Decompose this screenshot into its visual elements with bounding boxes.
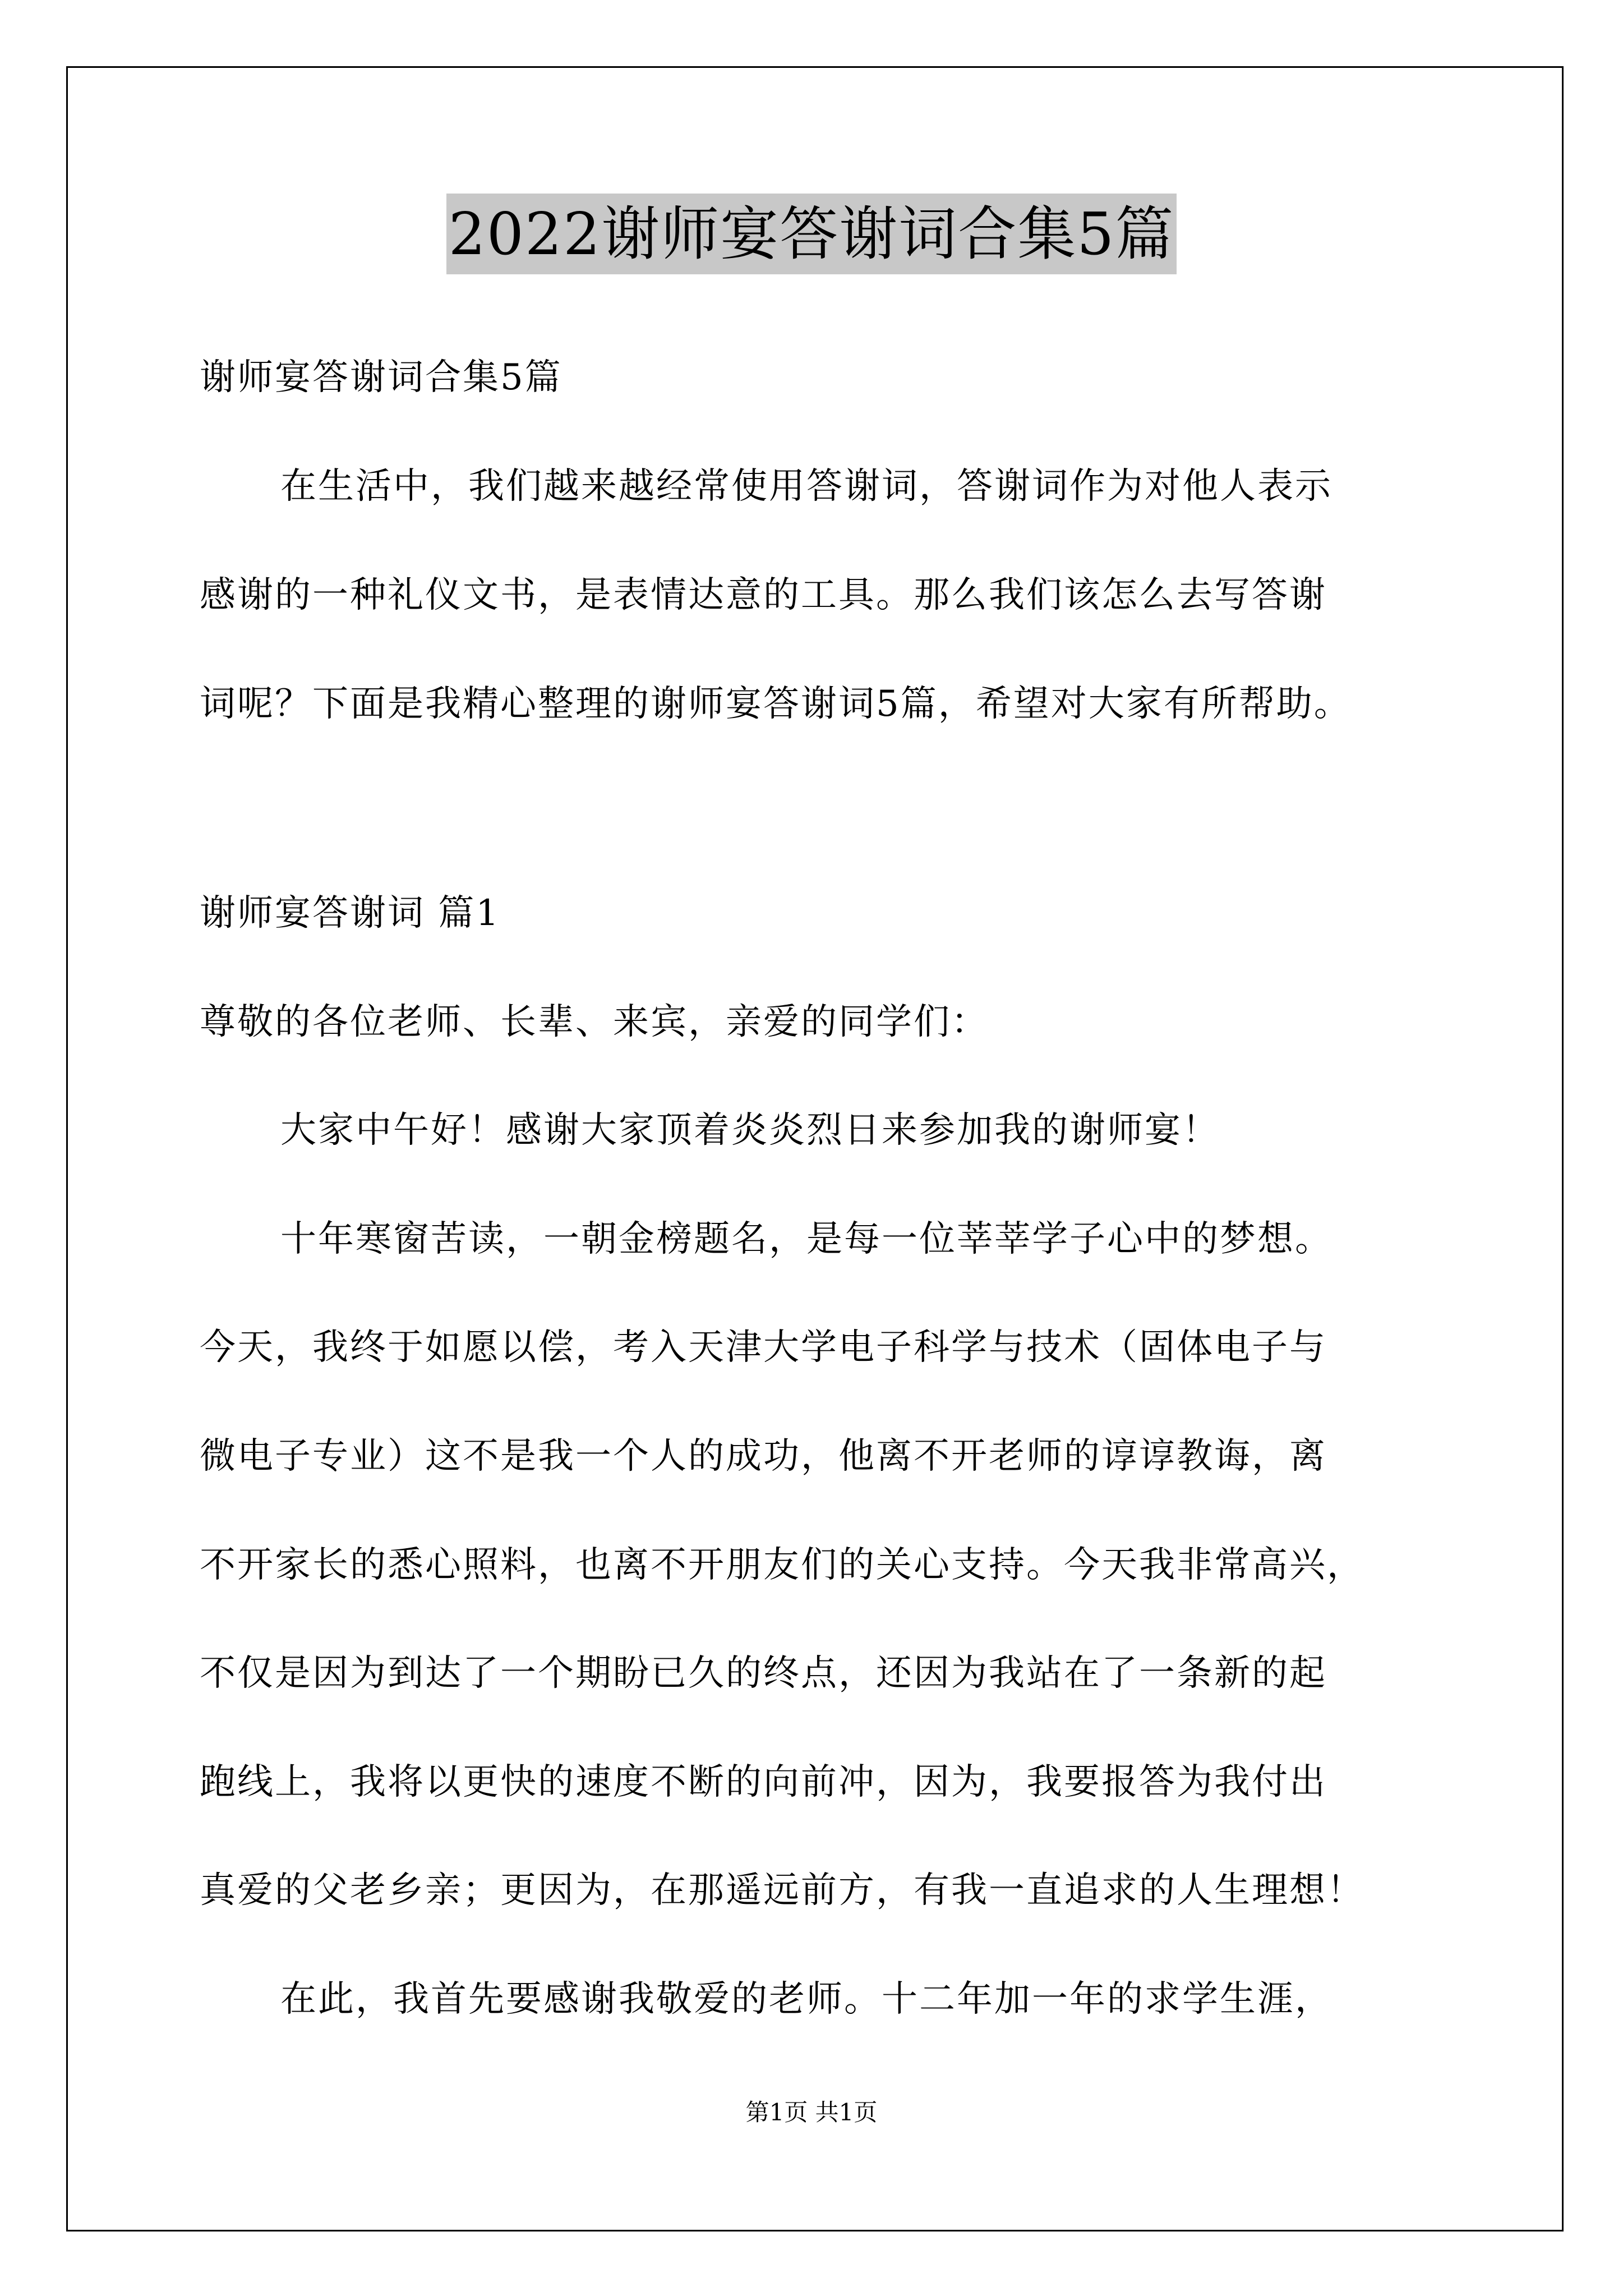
intro-line: 感谢的一种礼仪文书，是表情达意的工具。那么我们该怎么去写答谢 xyxy=(200,574,1327,616)
page-footer: 第1页 共1页 xyxy=(745,2099,878,2126)
intro-line: 词呢？下面是我精心整理的谢师宴答谢词5篇，希望对大家有所帮助。 xyxy=(200,683,1352,725)
body-line: 今天，我终于如愿以偿，考入天津大学电子科学与技术（固体电子与 xyxy=(200,1327,1327,1368)
document-title: 2022谢师宴答谢词合集5篇 xyxy=(446,194,1177,274)
body-line: 不开家长的悉心照料，也离不开朋友们的关心支持。今天我非常高兴， xyxy=(200,1544,1364,1586)
body-line: 大家中午好！感谢大家顶着炎炎烈日来参加我的谢师宴！ xyxy=(280,1110,1220,1151)
salutation: 尊敬的各位老师、长辈、来宾，亲爱的同学们： xyxy=(200,1001,989,1043)
body-line: 在此，我首先要感谢我敬爱的老师。十二年加一年的求学生涯， xyxy=(280,1978,1332,2020)
body-line: 十年寒窗苦读，一朝金榜题名，是每一位莘莘学子心中的梦想。 xyxy=(280,1218,1332,1260)
title-container xyxy=(0,194,1623,274)
section-heading: 谢师宴答谢词 篇1 xyxy=(200,892,501,934)
intro-line: 在生活中，我们越来越经常使用答谢词，答谢词作为对他人表示 xyxy=(280,466,1332,507)
body-line: 真爱的父老乡亲；更因为，在那遥远前方，有我一直追求的人生理想！ xyxy=(200,1870,1364,1911)
document-subtitle: 谢师宴答谢词合集5篇 xyxy=(200,357,562,398)
body-line: 跑线上，我将以更快的速度不断的向前冲，因为，我要报答为我付出 xyxy=(200,1761,1327,1803)
body-line: 不仅是因为到达了一个期盼已久的终点，还因为我站在了一条新的起 xyxy=(200,1653,1327,1694)
body-line: 微电子专业）这不是我一个人的成功，他离不开老师的谆谆教诲，离 xyxy=(200,1435,1327,1477)
